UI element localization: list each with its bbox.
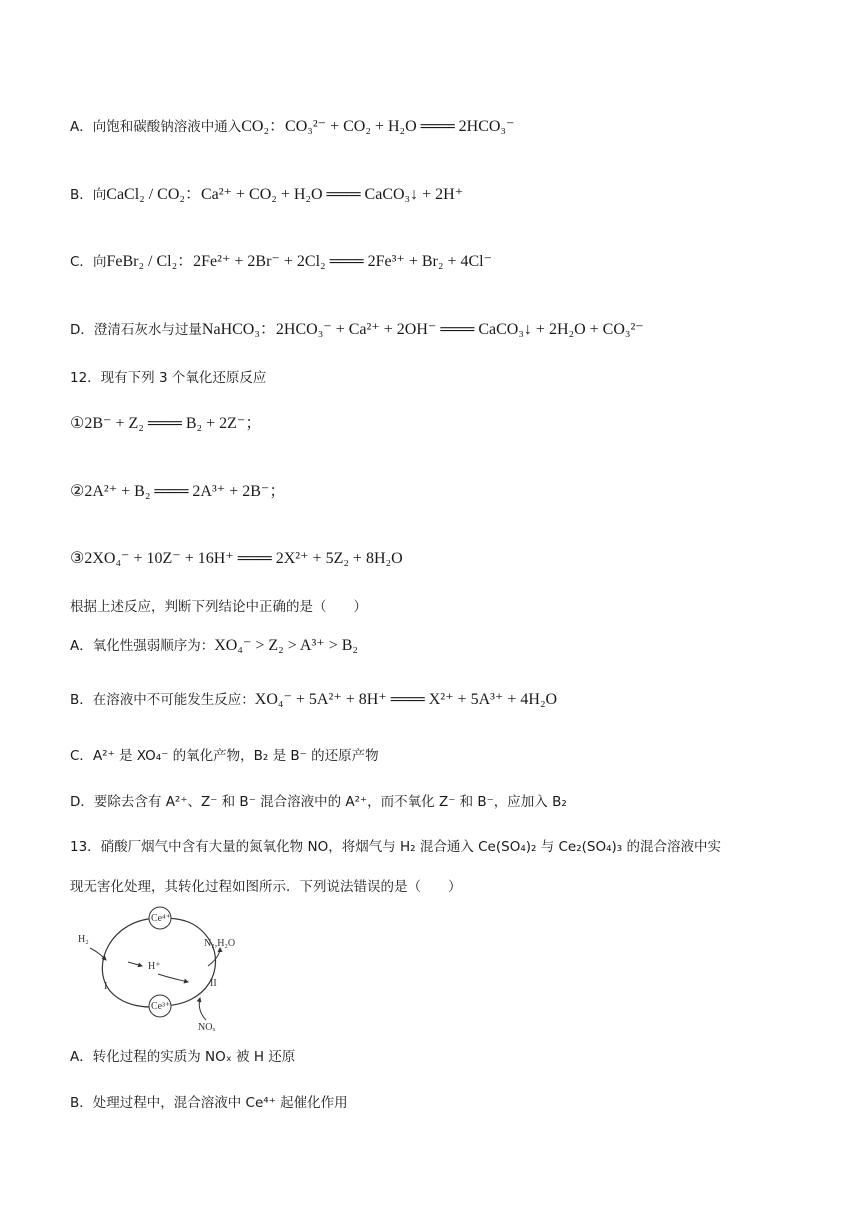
q11-d-formula: NaHCO₃：2HCO₃⁻ + Ca²⁺ + 2OH⁻ ═══ CaCO₃↓ + 2H₂O + CO₃²⁻: [201, 321, 644, 338]
hplus-arrow-out: [158, 974, 188, 982]
step-1-label: I: [104, 981, 108, 992]
q11-c-formula: FeBr₂ / Cl₂：2Fe²⁺ + 2Br⁻ + 2Cl₂ ═══ 2Fe³⁺ + Br₂ + 4Cl⁻: [106, 253, 493, 270]
q11-option-a: A．向饱和碳酸钠溶液中通入CO₂：CO₃²⁻ + CO₂ + H₂O ═══ 2HCO₃⁻: [70, 118, 515, 135]
h2-label: H₂: [78, 934, 89, 945]
q11-option-b: B．向CaCl₂ / CO₂：Ca²⁺ + CO₂ + H₂O ═══ CaCO₃↓ + 2H⁺: [70, 186, 464, 203]
q13-option-b: B．处理过程中，混合溶液中 Ce⁴⁺ 起催化作用: [70, 1095, 348, 1111]
q13-cycle-diagram: [70, 896, 260, 1036]
q11-a-formula: CO₂：CO₃²⁻ + CO₂ + H₂O ═══ 2HCO₃⁻: [241, 118, 515, 135]
q11-option-c: C．向FeBr₂ / Cl₂：2Fe²⁺ + 2Br⁻ + 2Cl₂ ═══ 2Fe³⁺ + Br₂ + 4Cl⁻: [70, 253, 493, 270]
nox-arrow: [199, 998, 206, 1020]
q13-stem-line1: 13．硝酸厂烟气中含有大量的氮氧化物 NO，将烟气与 H₂ 混合通入 Ce(SO₄)₂ 与 Ce₂(SO₄)₃ 的混合溶液中实: [70, 839, 721, 855]
q11-b-formula: CaCl₂ / CO₂：Ca²⁺ + CO₂ + H₂O ═══ CaCO₃↓ + 2H⁺: [106, 186, 464, 203]
q12-option-b: B．在溶液中不可能发生反应：XO₄⁻ + 5A²⁺ + 8H⁺ ═══ X²⁺ + 5A³⁺ + 4H₂O: [70, 691, 558, 708]
q12-option-a: A．氧化性强弱顺序为：XO₄⁻ > Z₂ > A³⁺ > B₂: [70, 637, 358, 654]
q12-question: 根据上述反应，判断下列结论中正确的是（ ）: [70, 599, 367, 615]
q12-reaction-1: ①2B⁻ + Z₂ ═══ B₂ + 2Z⁻；: [70, 415, 262, 432]
q12-option-d: D．要除去含有 A²⁺、Z⁻ 和 B⁻ 混合溶液中的 A²⁺，而不氧化 Z⁻ 和 B⁻，应加入 B₂: [70, 794, 567, 810]
q13-stem-line2: 现无害化处理，其转化过程如图所示．下列说法错误的是（ ）: [70, 879, 462, 895]
ce3-label: Ce³⁺: [151, 1001, 171, 1012]
q11-option-d: D．澄清石灰水与过量NaHCO₃：2HCO₃⁻ + Ca²⁺ + 2OH⁻ ═══ CaCO₃↓ + 2H₂O + CO₃²⁻: [70, 321, 644, 338]
ce4-label: Ce⁴⁺: [151, 913, 171, 924]
nox-label: NOₓ: [198, 1022, 216, 1033]
cycle-arrow-right: [160, 918, 216, 1006]
out-label: N₂,H₂O: [204, 938, 236, 949]
q12-reaction-3: ③2XO₄⁻ + 10Z⁻ + 16H⁺ ═══ 2X²⁺ + 5Z₂ + 8H₂O: [70, 550, 403, 567]
step-2-label: II: [210, 978, 217, 989]
q12-reaction-2: ②2A²⁺ + B₂ ═══ 2A³⁺ + 2B⁻；: [70, 483, 286, 500]
q13-option-a: A．转化过程的实质为 NOₓ 被 H 还原: [70, 1049, 296, 1065]
q12-stem: 12．现有下列 3 个氧化还原反应: [70, 370, 267, 386]
hplus-label: H⁺: [148, 961, 161, 972]
q12-option-c: C．A²⁺ 是 XO₄⁻ 的氧化产物，B₂ 是 B⁻ 的还原产物: [70, 748, 379, 764]
hplus-arrow-in: [128, 962, 142, 966]
h2-arrow: [90, 948, 106, 960]
